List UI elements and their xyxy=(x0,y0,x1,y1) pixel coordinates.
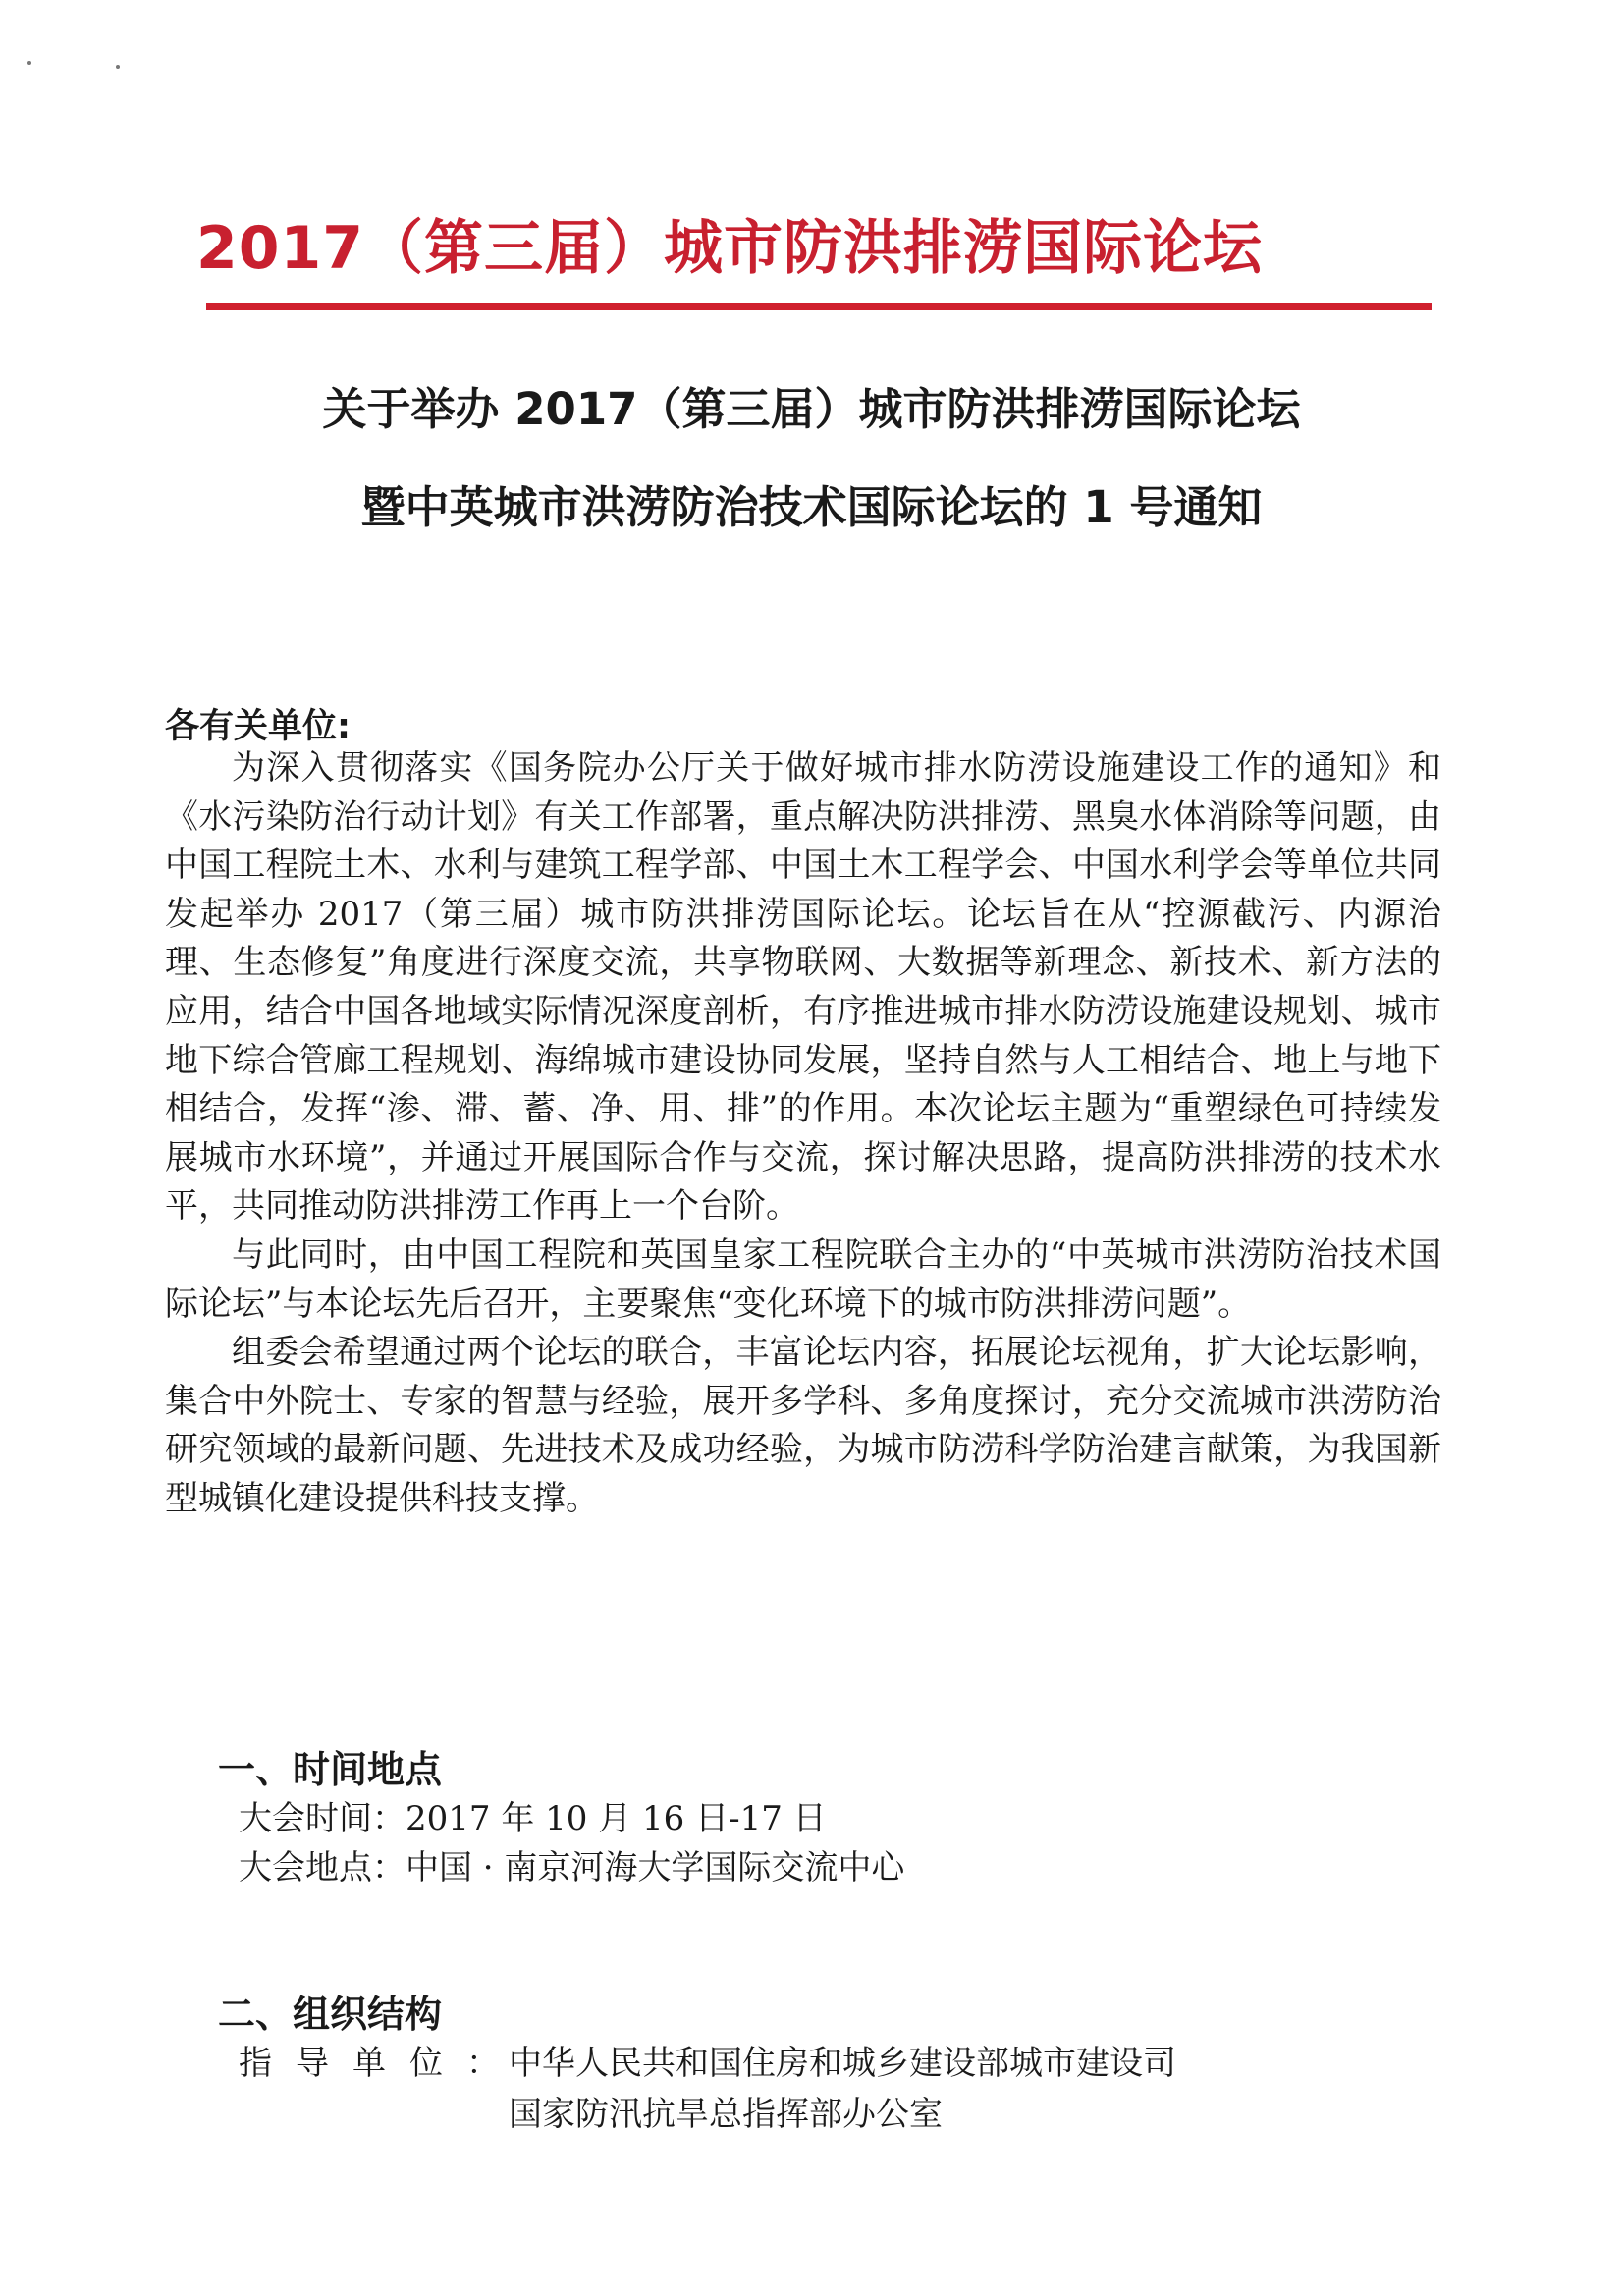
scan-speck xyxy=(116,65,120,69)
notice-title-line-1: 关于举办 2017（第三届）城市防洪排涝国际论坛 xyxy=(322,383,1301,435)
header-red-rule xyxy=(206,303,1432,310)
notice-body xyxy=(165,744,1441,1524)
conference-time: 大会时间：2017 年 10 月 16 日-17 日 xyxy=(239,1799,827,1838)
body-paragraph-1: 为深入贯彻落实《国务院办公厅关于做好城市排水防涝设施建设工作的通知》和《水污染防治行动计划》有关工作部署，重点解决防洪排涝、黑臭水体消除等问题，由中国工程院土木、水利与建筑工程学部、中国土木工程学会、中国水利学会等单位共同发起举办 2017（第三届）城市防洪排涝国际论坛。论坛旨在从“控源截污、内源治理、生态修复”角度进行深度交流，共享物联网、大数据等新理念、新技术、新方法的应用，结合中国各地域实际情况深度剖析，有序推进城市排水防涝设施建设规划、城市地下综合管廊工程规划、海绵城市建设协同发展，坚持自然与人工相结合、地上与地下相结合，发挥“渗、滞、蓄、净、用、排”的作用。本次论坛主题为“重塑绿色可持续发展城市水环境”，并通过开展国际合作与交流，探讨解决思路，提高防洪排涝的技术水平，共同推动防洪排涝工作再上一个台阶。 xyxy=(165,748,1441,1227)
forum-header-title: 2017（第三届）城市防洪排涝国际论坛 xyxy=(196,214,1263,283)
guide-unit-2: 国家防汛抗旱总指挥部办公室 xyxy=(509,2095,943,2134)
guide-units-label: 指导单位： xyxy=(239,2044,523,2083)
notice-title-line-2: 暨中英城市洪涝防治技术国际论坛的 1 号通知 xyxy=(360,481,1263,533)
conference-venue: 大会地点：中国 · 南京河海大学国际交流中心 xyxy=(239,1848,905,1887)
guide-unit-1: 中华人民共和国住房和城乡建设部城市建设司 xyxy=(509,2044,1176,2083)
scan-speck xyxy=(27,61,31,65)
section-heading-time-venue: 一、时间地点 xyxy=(218,1748,443,1791)
salutation: 各有关单位: xyxy=(165,707,351,746)
body-paragraph-2: 与此同时，由中国工程院和英国皇家工程院联合主办的“中英城市洪涝防治技术国际论坛”与本论坛先后召开，主要聚焦“变化环境下的城市防洪排涝问题”。 xyxy=(165,1234,1441,1324)
section-heading-organization: 二、组织结构 xyxy=(218,1993,443,2036)
body-paragraph-3: 组委会希望通过两个论坛的联合，丰富论坛内容，拓展论坛视角，扩大论坛影响，集合中外院士、专家的智慧与经验，展开多学科、多角度探讨，充分交流城市洪涝防治研究领域的最新问题、先进技术及成功经验，为城市防涝科学防治建言献策，为我国新型城镇化建设提供科技支撑。 xyxy=(165,1333,1441,1518)
